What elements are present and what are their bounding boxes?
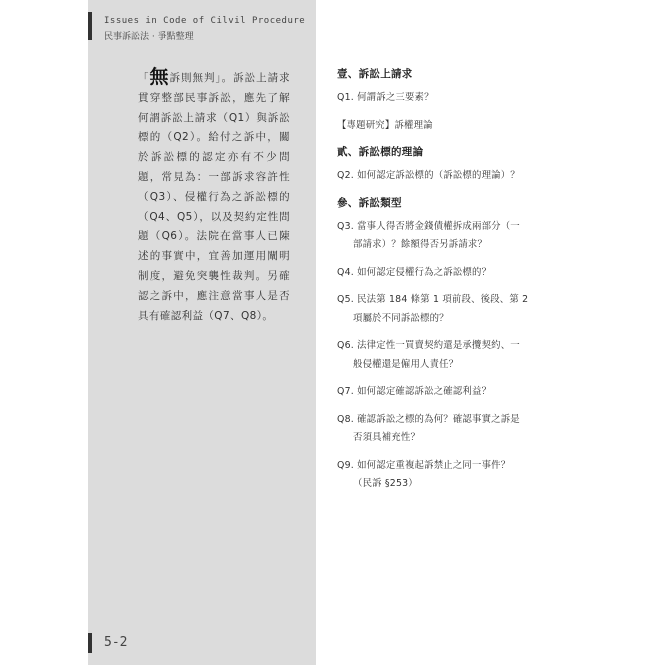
page-number-accent-bar (88, 633, 92, 653)
toc-item-q4: Q4. 如何認定侵權行為之訴訟標的？ (337, 266, 492, 278)
toc-item-q8 (337, 411, 537, 448)
toc-item-topic: 【專題研究】訴權理論 (337, 119, 433, 131)
intro-text: 訴則無判」。訴訟上請求貫穿整部民事訴訟，應先了解何謂訴訟上請求（Q1）與訴訟標的（Q2）。給付之訴中，關於訴訟標的認定亦有不少問題，常見為：一部訴求容許性（Q3）、侵權行為之訴訟標的（Q4、Q5），以及契約定性問題（Q6）。法院在當事人已陳述的事實中，宜善加運用闡明制度，避免突襲性裁判。另確認之訴中，應注意當事人是否具有確認利益（Q7、Q8）。 (138, 72, 291, 322)
toc-item-q9 (337, 457, 537, 494)
chapter-intro-paragraph (138, 68, 290, 326)
toc-item-q5 (337, 291, 537, 328)
toc-item-q5-line2: 項屬於不同訴訟標的？ (353, 312, 449, 324)
toc-item-q9-line2: （民訴 §253） (353, 478, 418, 489)
page-number: 5-2 (104, 635, 128, 650)
toc-item-q8-line2: 否須具補充性？ (353, 432, 421, 443)
toc-section-3: 參、訴訟類型 (337, 196, 402, 209)
intro-drop-char: 無 (149, 66, 170, 88)
toc-item-q9-line1: Q9. 如何認定重複起訴禁止之同一事件？ (337, 459, 511, 471)
toc-section-2: 貳、訴訟標的理論 (337, 146, 424, 158)
toc-item-q5-line1: Q5. 民法第 184 條第 1 項前段、後段、第 2 (337, 294, 529, 305)
toc-item-q8-line1: Q8. 確認訴訟之標的為何？確認事實之訴是 (337, 413, 520, 425)
toc-item-q3-line1: Q3. 當事人得否將金錢債權拆成兩部分（一 (337, 220, 520, 232)
toc-section-1: 壹、訴訟上請求 (337, 68, 413, 80)
toc-item-q6-line1: Q6. 法律定性一買賣契約還是承攬契約、一 (337, 340, 520, 351)
toc-item-q3-line2: 部請求）？餘額得否另訴請求？ (353, 239, 488, 250)
toc-item-q6-line2: 般侵權還是僱用人責任？ (353, 358, 459, 370)
toc-item-q2: Q2. 如何認定訴訟標的（訴訟標的理論）？ (337, 170, 520, 181)
intro-open-quote: 「 (138, 72, 150, 84)
toc-item-q1: Q1. 何謂訴之三要素？ (337, 92, 434, 103)
table-of-contents (337, 66, 537, 503)
book-title-chinese: 民事訴訟法 ‧ 爭點整理 (104, 32, 194, 42)
toc-item-q7: Q7. 如何認定確認訴訟之確認利益？ (337, 386, 492, 397)
toc-item-q3 (337, 218, 537, 255)
toc-item-q6 (337, 337, 537, 374)
book-title-english: Issues in Code of Cilvil Procedure (104, 16, 306, 26)
header-accent-bar (88, 12, 92, 40)
